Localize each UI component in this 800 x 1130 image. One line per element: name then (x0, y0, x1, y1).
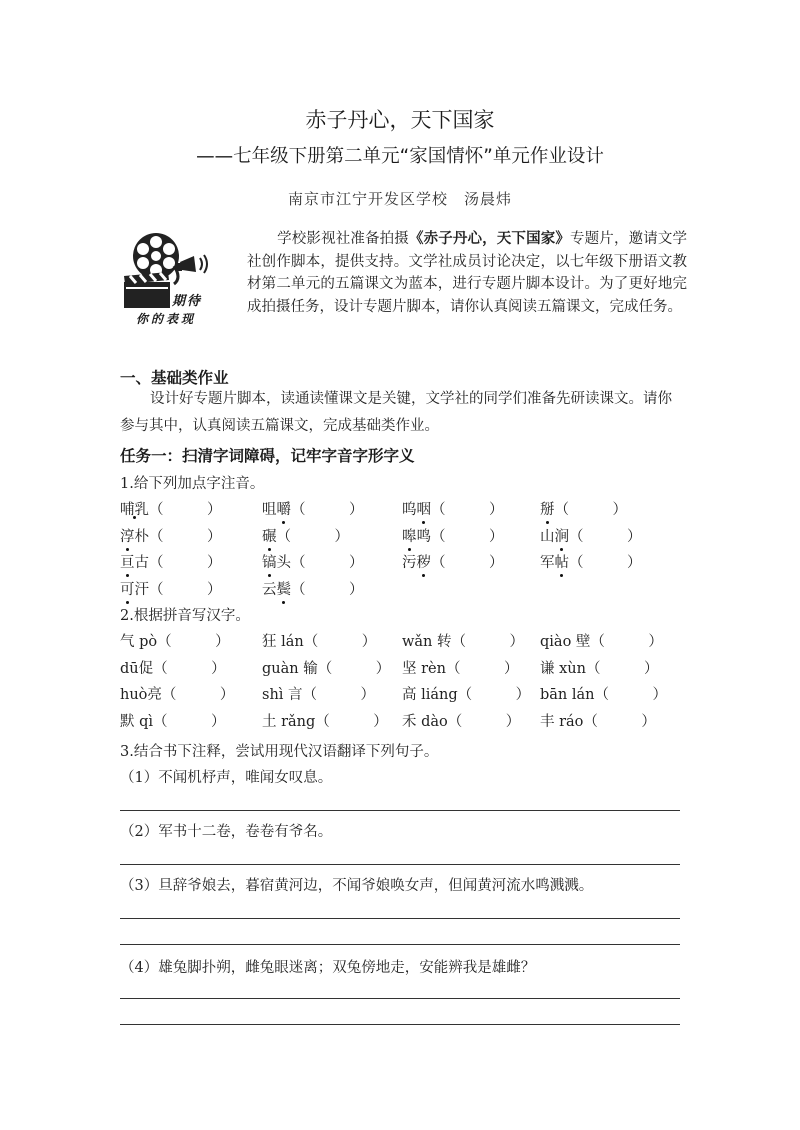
dotted-character: 涧 (555, 525, 570, 546)
phonetic-item[interactable] (540, 498, 627, 519)
question-2: 2.根据拼音写汉字。 (120, 608, 250, 624)
item-text: 朴（ ） (134, 528, 222, 545)
pinyin-item[interactable]: guàn 输（ ） (262, 660, 391, 677)
pinyin-item[interactable]: 气 pò（ ） (120, 634, 230, 650)
item-text: 汗（ ） (134, 581, 222, 598)
phonetic-item[interactable] (402, 498, 504, 519)
pinyin-item[interactable]: wǎn 转（ ） (402, 634, 525, 650)
item-text: 头（ ） (276, 555, 364, 571)
item-text: 乳（ ） (134, 502, 222, 518)
dotted-character: 镐 (262, 551, 277, 572)
section-intro (120, 386, 682, 440)
phonetic-item[interactable] (262, 578, 364, 599)
pinyin-item[interactable]: dū促（ ） (120, 660, 226, 677)
item-text: 污 (402, 555, 417, 571)
page-title: 赤子丹心，天下国家 (305, 108, 495, 132)
item-text: 咀 (262, 502, 277, 518)
pinyin-item[interactable]: bān lán（ ） (540, 687, 667, 703)
pinyin-item[interactable]: 默 qì（ ） (120, 713, 226, 730)
author-line: 南京市江宁开发区学校 汤晨炜 (287, 190, 512, 208)
item-text: （ ） (291, 581, 364, 598)
item-text: （ ） (431, 502, 504, 518)
logo-caption-bottom: 你的表现 (136, 312, 197, 326)
translation-item: （2）军书十二卷，卷卷有爷名。 (120, 824, 333, 840)
item-text: （ ） (554, 502, 627, 518)
dotted-character: 帖 (555, 551, 570, 572)
intro-paragraph (247, 228, 687, 318)
intro-post: 专题片，邀请文学社创作脚本，提供支持。文学社成员讨论决定，以七年级下册语文教材第二单元的五篇课文为蓝本，进行专题片脚本设计。为了更好地完成拍摄任务，设计专题片脚本，请你认真阅读五篇课文，完成任务。 (247, 231, 688, 315)
dotted-character: 咽 (417, 498, 432, 519)
item-text: （ ） (431, 555, 504, 571)
phonetic-item[interactable] (120, 498, 222, 519)
dotted-character: 鬓 (277, 578, 292, 599)
pinyin-item[interactable]: qiào 壁（ ） (540, 634, 663, 650)
answer-line[interactable] (120, 944, 680, 945)
dotted-character: 淳 (120, 525, 135, 546)
section-intro-text: 设计好专题片脚本，读通读懂课文是关键，文学社的同学们准备先研读课文。请你参与其中，认真阅读五篇课文，完成基础类作业。 (120, 391, 672, 434)
pinyin-item[interactable]: 坚 rèn（ ） (402, 660, 519, 677)
phonetic-item[interactable] (262, 551, 364, 572)
phonetic-item[interactable] (262, 525, 349, 546)
answer-line[interactable] (120, 1024, 680, 1025)
translation-item: （1）不闻机杼声，唯闻女叹息。 (120, 770, 333, 786)
pinyin-item[interactable]: huò亮（ ） (120, 687, 235, 703)
phonetic-item[interactable] (262, 498, 364, 519)
question-1: 1.给下列加点字注音。 (120, 476, 265, 492)
phonetic-item[interactable] (402, 525, 504, 546)
phonetic-item[interactable] (120, 551, 222, 572)
logo-caption-top: 期待 (172, 294, 203, 309)
dotted-character: 嚼 (277, 498, 292, 519)
item-text: 军 (540, 555, 555, 571)
item-text: 云 (262, 581, 277, 598)
item-text: 古（ ） (134, 555, 222, 571)
answer-line[interactable] (120, 998, 680, 999)
intro-pre: 学校影视社准备拍摄 (277, 231, 409, 247)
phonetic-item[interactable] (402, 551, 504, 572)
task-heading: 任务一：扫清字词障碍，记牢字音字形字义 (120, 447, 415, 465)
phonetic-item[interactable] (120, 525, 222, 546)
item-text: （ ） (276, 528, 349, 545)
section-heading: 一、基础类作业 (120, 369, 229, 387)
pinyin-item[interactable]: 丰 ráo（ ） (540, 713, 656, 730)
dotted-character: 可 (120, 578, 135, 599)
dotted-character: 嗥 (402, 525, 417, 546)
item-text: 哺 (120, 502, 135, 518)
answer-line[interactable] (120, 810, 680, 811)
pinyin-item[interactable]: shì 言（ ） (262, 687, 376, 703)
answer-line[interactable] (120, 864, 680, 865)
item-text: （ ） (291, 502, 364, 518)
pinyin-item[interactable]: 谦 xùn（ ） (540, 660, 659, 677)
pinyin-item[interactable]: 狂 lán（ ） (262, 634, 377, 650)
pinyin-item[interactable]: 禾 dào（ ） (402, 713, 521, 730)
film-title: 《赤子丹心，天下国家》 (408, 230, 571, 247)
pinyin-item[interactable]: 高 liáng（ ） (402, 687, 531, 703)
page-subtitle: ——七年级下册第二单元“家国情怀”单元作业设计 (196, 146, 604, 167)
phonetic-item[interactable] (540, 551, 642, 572)
dotted-character: 掰 (540, 498, 555, 519)
pinyin-item[interactable]: 土 rǎng（ ） (262, 713, 388, 730)
answer-line[interactable] (120, 918, 680, 919)
item-text: （ ） (569, 555, 642, 571)
film-logo (116, 226, 230, 330)
translation-item: （3）旦辞爷娘去，暮宿黄河边，不闻爷娘唤女声，但闻黄河流水鸣溅溅。 (120, 878, 594, 894)
item-text: 鸣（ ） (416, 528, 504, 545)
phonetic-item[interactable] (120, 578, 222, 599)
item-text: 山 (540, 528, 555, 545)
dotted-character: 亘 (120, 551, 135, 572)
phonetic-item[interactable] (540, 525, 642, 546)
dotted-character: 碾 (262, 525, 277, 546)
dotted-character: 秽 (417, 551, 432, 572)
translation-item: （4）雄兔脚扑朔，雌兔眼迷离；双兔傍地走，安能辨我是雄雌？ (120, 960, 536, 976)
item-text: （ ） (569, 528, 642, 545)
question-3: 3.结合书下注释，尝试用现代汉语翻译下列句子。 (120, 744, 439, 760)
item-text: 呜 (402, 502, 417, 518)
